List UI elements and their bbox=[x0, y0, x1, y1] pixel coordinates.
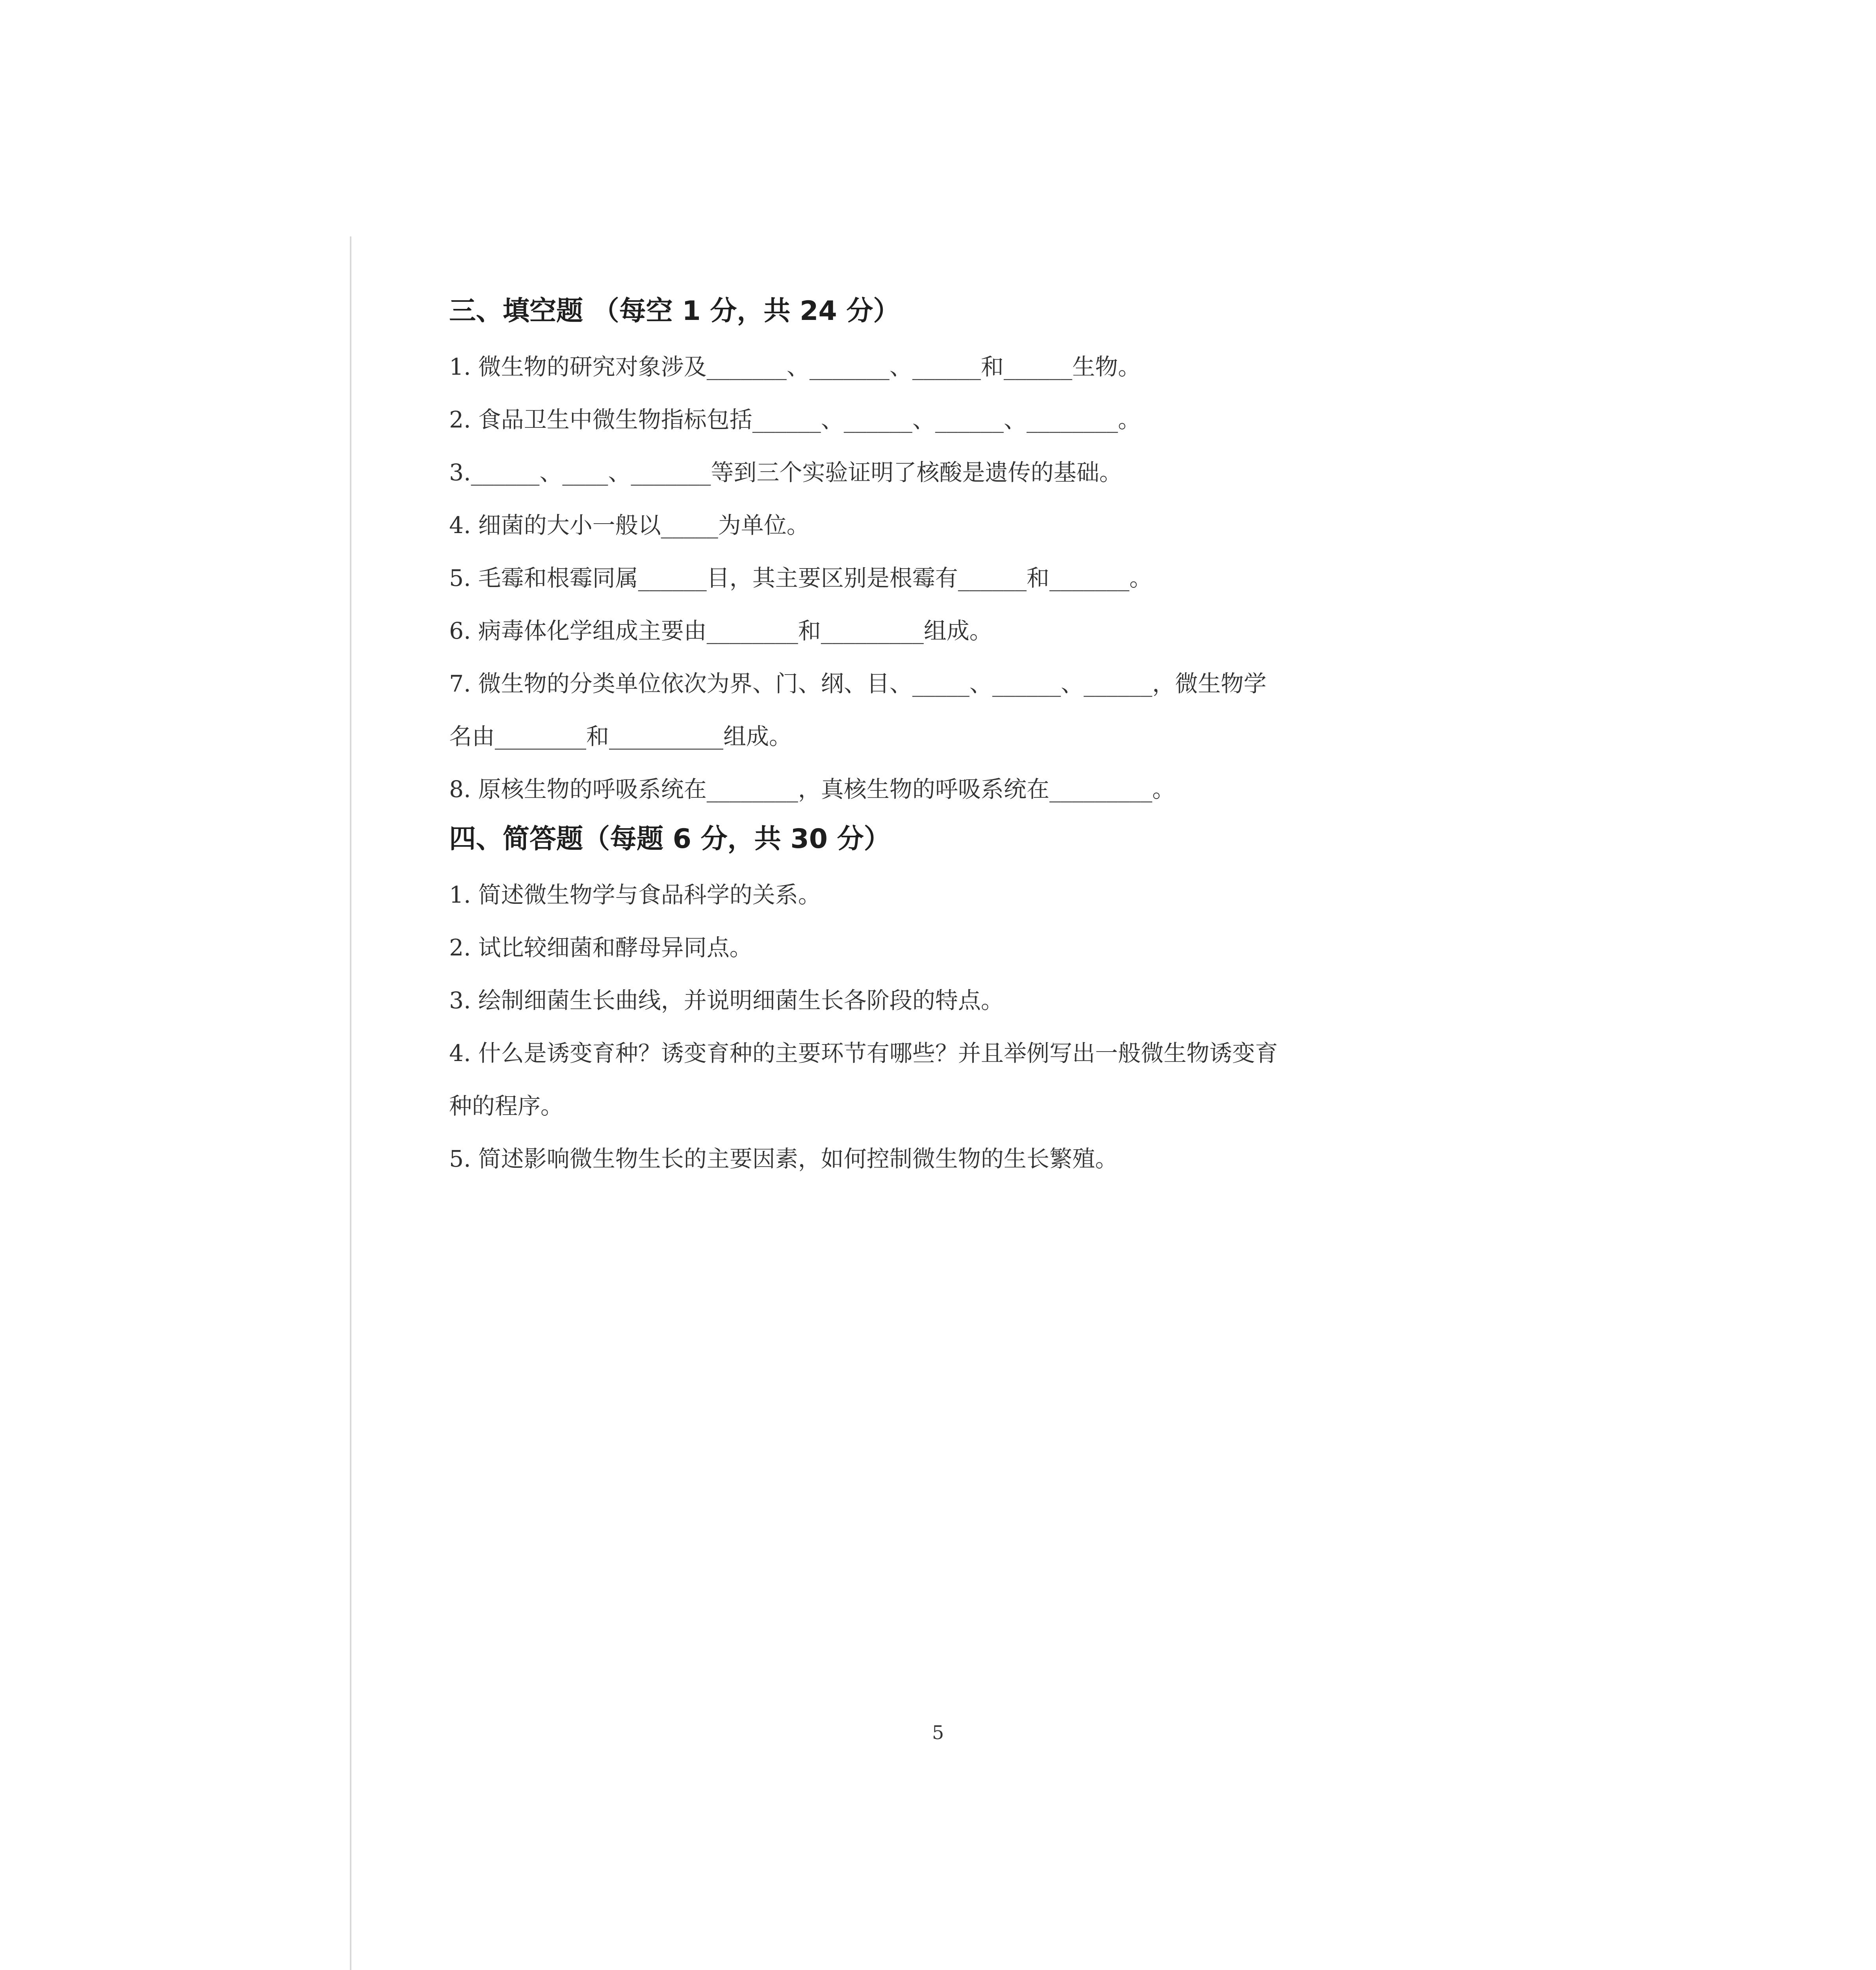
section-4-heading: 四、简答题（每题 6 分，共 30 分） bbox=[449, 823, 891, 855]
fill-blank-question-3: 3.______、____、_______等到三个实验证明了核酸是遗传的基础。 bbox=[449, 459, 1122, 486]
fill-blank-question-6: 6. 病毒体化学组成主要由________和_________组成。 bbox=[449, 617, 992, 644]
margin-rule bbox=[350, 236, 351, 1970]
fill-blank-question-7: 7. 微生物的分类单位依次为界、门、纲、目、_____、______、______，微生物学 bbox=[449, 670, 1267, 697]
section-3-heading: 三、填空题 （每空 1 分，共 24 分） bbox=[449, 296, 900, 327]
exam-content bbox=[449, 292, 1458, 1185]
short-answer-question-5: 5. 简述影响微生物生长的主要因素，如何控制微生物的生长繁殖。 bbox=[449, 1145, 1118, 1172]
fill-blank-question-1: 1. 微生物的研究对象涉及_______、_______、______和______生物。 bbox=[449, 353, 1141, 380]
short-answer-question-1: 1. 简述微生物学与食品科学的关系。 bbox=[449, 881, 821, 908]
short-answer-question-4-continued: 种的程序。 bbox=[449, 1093, 564, 1119]
fill-blank-question-2: 2. 食品卫生中微生物指标包括______、______、______、________。 bbox=[449, 406, 1141, 433]
short-answer-question-4: 4. 什么是诱变育种？诱变育种的主要环节有哪些？并且举例写出一般微生物诱变育 bbox=[449, 1040, 1278, 1067]
fill-blank-question-4: 4. 细菌的大小一般以_____为单位。 bbox=[449, 512, 810, 539]
page-number: 5 bbox=[932, 1722, 944, 1744]
short-answer-question-3: 3. 绘制细菌生长曲线，并说明细菌生长各阶段的特点。 bbox=[449, 987, 1004, 1014]
short-answer-question-2: 2. 试比较细菌和酵母异同点。 bbox=[449, 934, 752, 961]
fill-blank-question-8: 8. 原核生物的呼吸系统在________，真核生物的呼吸系统在_________。 bbox=[449, 776, 1175, 803]
fill-blank-question-7-continued: 名由________和__________组成。 bbox=[449, 723, 792, 750]
fill-blank-question-5: 5. 毛霉和根霉同属______目，其主要区别是根霉有______和_______。 bbox=[449, 565, 1152, 591]
